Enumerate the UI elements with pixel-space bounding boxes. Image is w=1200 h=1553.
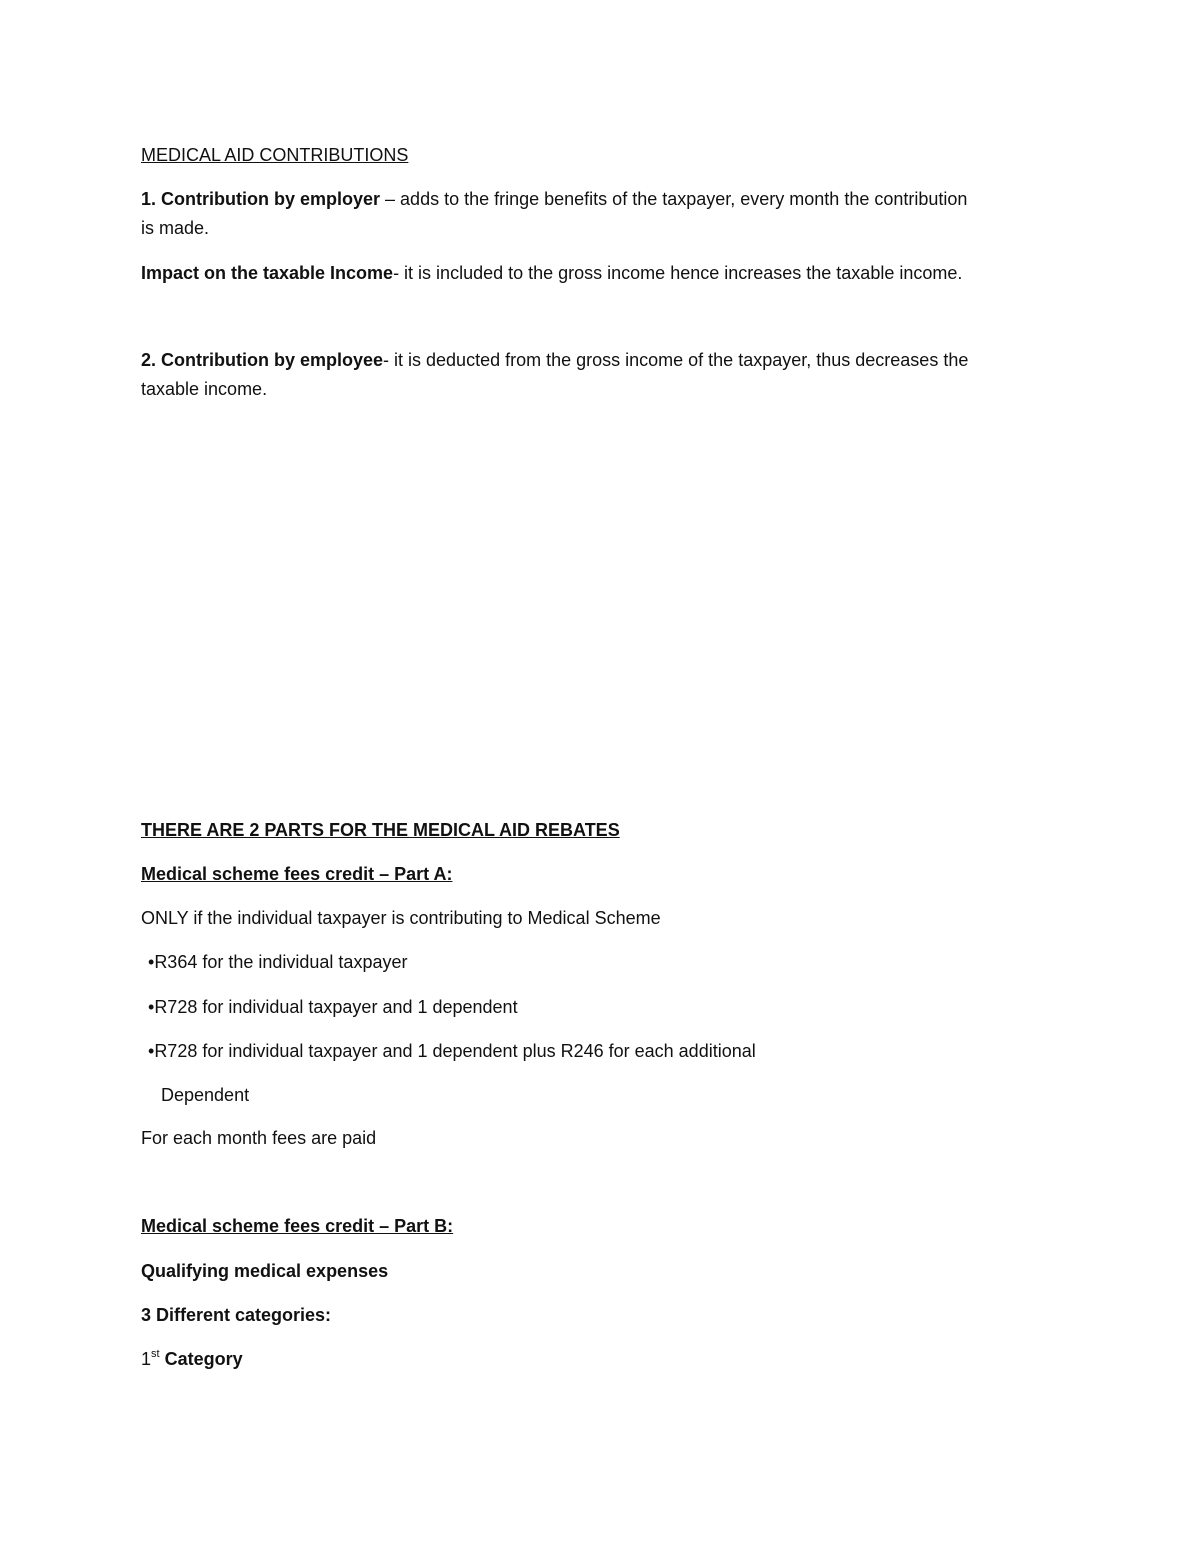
part-a-bullet-2 — [148, 993, 518, 1021]
category-line — [141, 1345, 243, 1373]
part-b-line-2: 3 Different categories: — [141, 1305, 332, 1325]
category-word: Category — [159, 1349, 243, 1369]
bullet-icon: • — [148, 952, 155, 972]
item-2-label: 2. Contribution by employee — [141, 350, 384, 370]
part-a-outro: For each month fees are paid — [141, 1128, 377, 1148]
item-1-text: – adds to the fringe benefits of the taxpayer, every month the contribution — [380, 189, 968, 209]
item-2-line-2: taxable income. — [141, 379, 268, 399]
item-1-line-1 — [141, 185, 967, 213]
impact-line — [141, 259, 962, 287]
part-a-bullet-1 — [148, 948, 407, 976]
impact-label: Impact on the taxable Income — [141, 263, 394, 283]
part-a-bullet-3-continuation: Dependent — [161, 1085, 250, 1105]
category-suffix: st — [151, 1348, 160, 1360]
impact-text: - it is included to the gross income hence increases the taxable income. — [393, 263, 963, 283]
bullet-text: R364 for the individual taxpayer — [154, 952, 408, 972]
section-heading-contributions: MEDICAL AID CONTRIBUTIONS — [141, 145, 409, 165]
bullet-text: R728 for individual taxpayer and 1 dependent — [154, 997, 518, 1017]
part-b-line-1: Qualifying medical expenses — [141, 1261, 389, 1281]
item-2-line-1 — [141, 346, 968, 374]
bullet-text: R728 for individual taxpayer and 1 dependent plus R246 for each additional — [154, 1041, 756, 1061]
item-2-text: - it is deducted from the gross income of the taxpayer, thus decreases the — [383, 350, 969, 370]
part-a-heading: Medical scheme fees credit – Part A: — [141, 864, 453, 884]
item-1-line-2: is made. — [141, 218, 210, 238]
bullet-icon: • — [148, 1041, 155, 1061]
part-a-bullet-3 — [148, 1037, 756, 1065]
item-1-label: 1. Contribution by employer — [141, 189, 381, 209]
bullet-icon: • — [148, 997, 155, 1017]
part-b-heading: Medical scheme fees credit – Part B: — [141, 1216, 454, 1236]
part-a-intro: ONLY if the individual taxpayer is contributing to Medical Scheme — [141, 908, 661, 928]
category-number: 1 — [141, 1349, 152, 1369]
section-heading-rebates: THERE ARE 2 PARTS FOR THE MEDICAL AID REBATES — [141, 820, 620, 840]
